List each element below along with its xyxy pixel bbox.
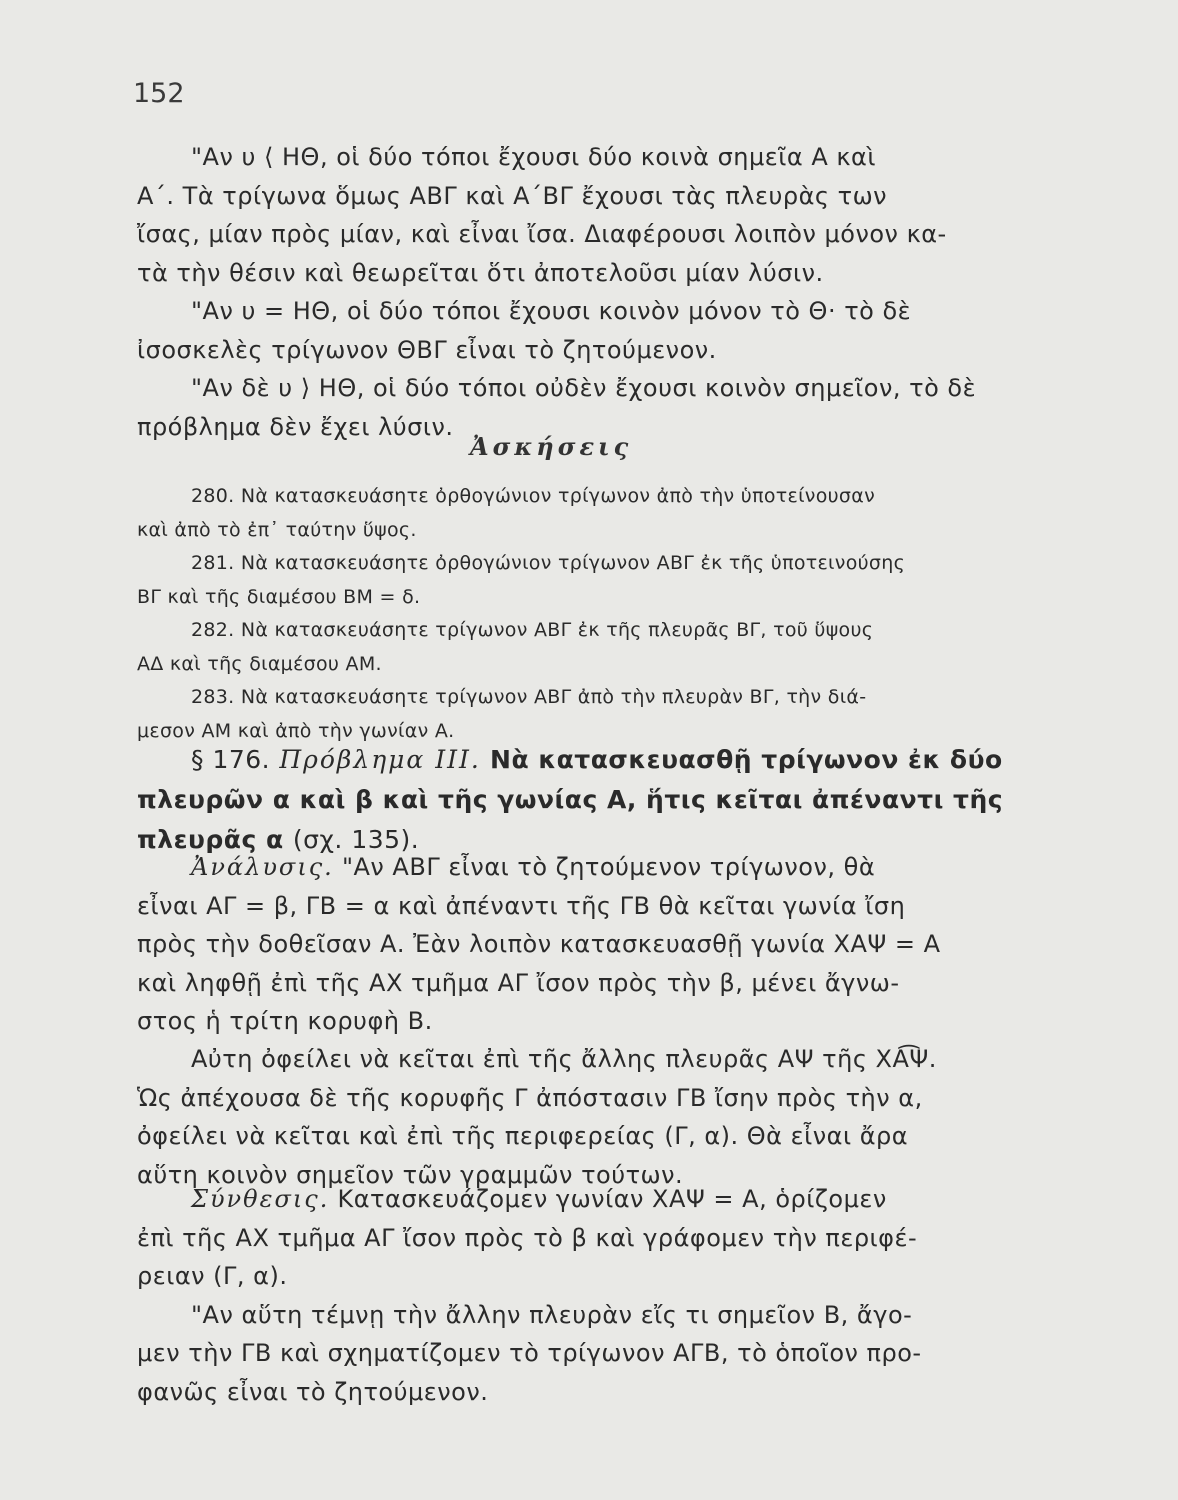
text-line: "Αν δὲ υ ⟩ ΗΘ, οἱ δύο τόποι οὐδὲν ἔχουσι κοινὸν σημεῖον, τὸ δὲ <box>191 374 977 402</box>
text-line: Ὡς ἀπέχουσα δὲ τῆς κορυφῆς Γ ἀπόστασιν ΓΒ ἴσην πρὸς τὴν α, <box>137 1083 923 1112</box>
text-line: "Αν αὕτη τέμνῃ τὴν ἄλλην πλευρὰν εἴς τι σημεῖον Β, ἄγο- <box>191 1300 913 1329</box>
exercise-line: ΑΔ καὶ τῆς διαμέσου ΑΜ. <box>137 652 382 675</box>
exercise-line: 280. Νὰ κατασκευάσητε ὀρθογώνιον τρίγωνον ἀπὸ τὴν ὑποτείνουσαν <box>191 485 876 507</box>
exercise-line: ΒΓ καὶ τῆς διαμέσου ΒΜ = δ. <box>137 585 421 608</box>
text-line: "Αν υ ⟨ ΗΘ, οἱ δύο τόποι ἔχουσι δύο κοινὰ σημεῖα Α καὶ <box>191 143 876 171</box>
exercises-list <box>137 480 1042 748</box>
section-title-line <box>137 740 1042 780</box>
paragraph-two <box>137 1040 1042 1194</box>
intro-paragraphs <box>137 138 1042 446</box>
exercise-line: καὶ ἀπὸ τὸ ἐπ᾽ ταύτην ὕψος. <box>137 518 417 541</box>
text-line: τὰ τὴν θέσιν καὶ θεωρεῖται ὅτι ἀποτελοῦσι μίαν λύσιν. <box>137 258 824 287</box>
text-line: αὕτη κοινὸν σημεῖον τῶν γραμμῶν τούτων. <box>137 1160 684 1189</box>
text-line: "Αν υ = ΗΘ, οἱ δύο τόποι ἔχουσι κοινὸν μόνον τὸ Θ· τὸ δὲ <box>191 297 912 325</box>
exercises-heading: Ἀσκήσεις <box>470 432 633 461</box>
section-number: § 176. <box>191 745 271 774</box>
page-number: 152 <box>133 78 185 109</box>
section-heading <box>137 740 1042 860</box>
text-line <box>137 848 1042 887</box>
synthesis-label: Σύνθεσις. <box>191 1185 330 1213</box>
text-line: φανῶς εἶναι τὸ ζητούμενον. <box>137 1377 489 1406</box>
analysis-paragraph <box>137 848 1042 1041</box>
synthesis-first: Κατασκευάζομεν γωνίαν ΧΑΨ = Α, ὁρίζομεν <box>337 1185 887 1213</box>
section-title: πλευρᾶς α <box>137 825 284 854</box>
text-line <box>137 1180 1042 1219</box>
text-line: Αὐτη ὀφείλει νὰ κεῖται ἐπὶ τῆς ἄλλης πλευρᾶς ΑΨ τῆς ΧΑ͡Ψ. <box>191 1045 937 1073</box>
text-line: καὶ ληφθῇ ἐπὶ τῆς ΑΧ τμῆμα ΑΓ ἴσον πρὸς τὴν β, μένει ἄγνω- <box>137 968 900 997</box>
text-line: ἰσοσκελὲς τρίγωνον ΘΒΓ εἶναι τὸ ζητούμενον. <box>137 335 717 364</box>
text-line: πρόβλημα δὲν ἔχει λύσιν. <box>137 412 454 441</box>
synthesis-paragraph <box>137 1180 1042 1411</box>
text-line: στος ἡ τρίτη κορυφὴ Β. <box>137 1007 433 1035</box>
exercise-line: 283. Νὰ κατασκευάσητε τρίγωνον ΑΒΓ ἀπὸ τὴν πλευρὰν ΒΓ, τὴν διά- <box>191 686 867 708</box>
figure-reference: (σχ. 135). <box>292 825 420 854</box>
exercise-line: 282. Νὰ κατασκευάσητε τρίγωνον ΑΒΓ ἐκ τῆς πλευρᾶς ΒΓ, τοῦ ὕψους <box>191 619 874 641</box>
section-title: Νὰ κατασκευασθῇ τρίγωνον ἐκ δύο <box>490 745 1003 774</box>
text-line: ρειαν (Γ, α). <box>137 1262 288 1290</box>
section-label: Πρόβλημα ΙΙΙ. <box>279 745 481 774</box>
exercise-line: μεσον ΑΜ καὶ ἀπὸ τὴν γωνίαν Α. <box>137 719 455 742</box>
text-line: ἐπὶ τῆς ΑΧ τμῆμα ΑΓ ἴσον πρὸς τὸ β καὶ γράφομεν τὴν περιφέ- <box>137 1223 918 1252</box>
analysis-first: "Αν ΑΒΓ εἶναι τὸ ζητούμενον τρίγωνον, θὰ <box>341 853 876 881</box>
text-line: Α΄. Τὰ τρίγωνα ὅμως ΑΒΓ καὶ Α΄ΒΓ ἔχουσι τὰς πλευρὰς των <box>137 181 888 210</box>
text-line: εἶναι ΑΓ = β, ΓΒ = α καὶ ἀπέναντι τῆς ΓΒ θὰ κεῖται γωνία ἴση <box>137 891 906 920</box>
text-line: μεν τὴν ΓΒ καὶ σχηματίζομεν τὸ τρίγωνον ΑΓΒ, τὸ ὁποῖον προ- <box>137 1339 922 1367</box>
text-line: πρὸς τὴν δοθεῖσαν Α. Ἐὰν λοιπὸν κατασκευασθῇ γωνία ΧΑΨ = Α <box>137 930 941 958</box>
text-line: ἴσας, μίαν πρὸς μίαν, καὶ εἶναι ἴσα. Διαφέρουσι λοιπὸν μόνον κα- <box>137 220 947 248</box>
exercise-line: 281. Νὰ κατασκευάσητε ὀρθογώνιον τρίγωνον ΑΒΓ ἐκ τῆς ὑποτεινούσης <box>191 552 906 574</box>
section-title-line: πλευρῶν α καὶ β καὶ τῆς γωνίας Α, ἥτις κεῖται ἀπέναντι τῆς <box>137 785 1004 814</box>
text-line: ὀφείλει νὰ κεῖται καὶ ἐπὶ τῆς περιφερείας (Γ, α). Θὰ εἶναι ἄρα <box>137 1122 909 1150</box>
analysis-label: Ἀνάλυσις. <box>191 853 334 881</box>
